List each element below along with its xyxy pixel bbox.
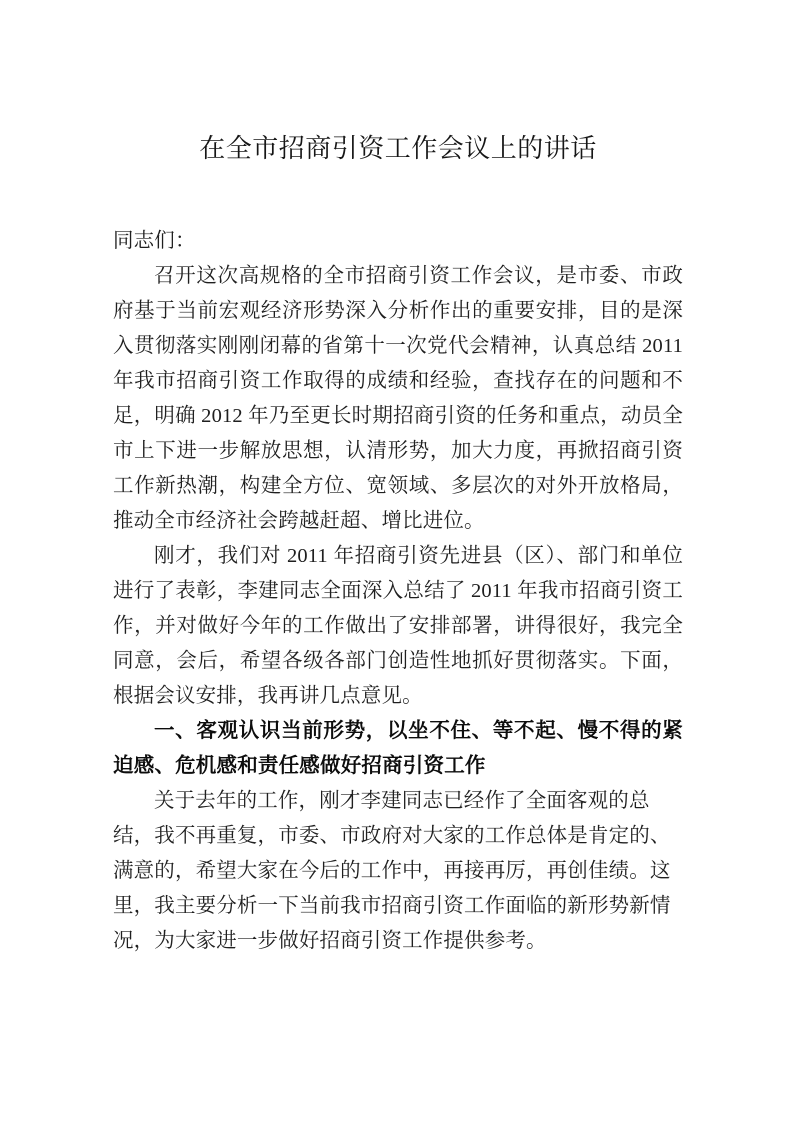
section-heading-1: 一、客观认识当前形势，以坐不住、等不起、慢不得的紧迫感、危机感和责任感做好招商引资工作 (113, 720, 683, 777)
body-paragraph-3: 关于去年的工作，刚才李建同志已经作了全面客观的总结，我不再重复，市委、市政府对大家的工作总体是肯定的、满意的，希望大家在今后的工作中，再接再厉，再创佳绩。这里，我主要分析一下当前我市招商引资工作面临的新形势新情况，为大家进一步做好招商引资工作提供参考。 (113, 790, 671, 952)
body-paragraph-2: 刚才，我们对 2011 年招商引资先进县（区）、部门和单位进行了表彰，李建同志全面深入总结了 2011 年我市招商引资工作，并对做好今年的工作做出了安排部署，讲得很好，我完全同意，会后，希望各级各部门创造性地抓好贯彻落实。下面，根据会议安排，我再讲几点意见。 (113, 545, 683, 707)
salutation-line: 同志们： (113, 230, 196, 252)
page-title: 在全市招商引资工作会议上的讲话 (199, 134, 597, 164)
document-text-column (113, 0, 683, 959)
body-paragraph-1: 召开这次高规格的全市招商引资工作会议，是市委、市政府基于当前宏观经济形势深入分析作出的重要安排，目的是深入贯彻落实刚刚闭幕的省第十一次党代会精神，认真总结 2011 年我市招商引资工作取得的成绩和经验，查找存在的问题和不足，明确 2012 年乃至更长时期招商引资的任务和重点，动员全市上下进一步解放思想，认清形势，加大力度，再掀招商引资工作新热潮，构建全方位、宽领域、多层次的对外开放格局，推动全市经济社会跨越赶超、增比进位。 (113, 265, 683, 532)
document-body (113, 166, 683, 959)
